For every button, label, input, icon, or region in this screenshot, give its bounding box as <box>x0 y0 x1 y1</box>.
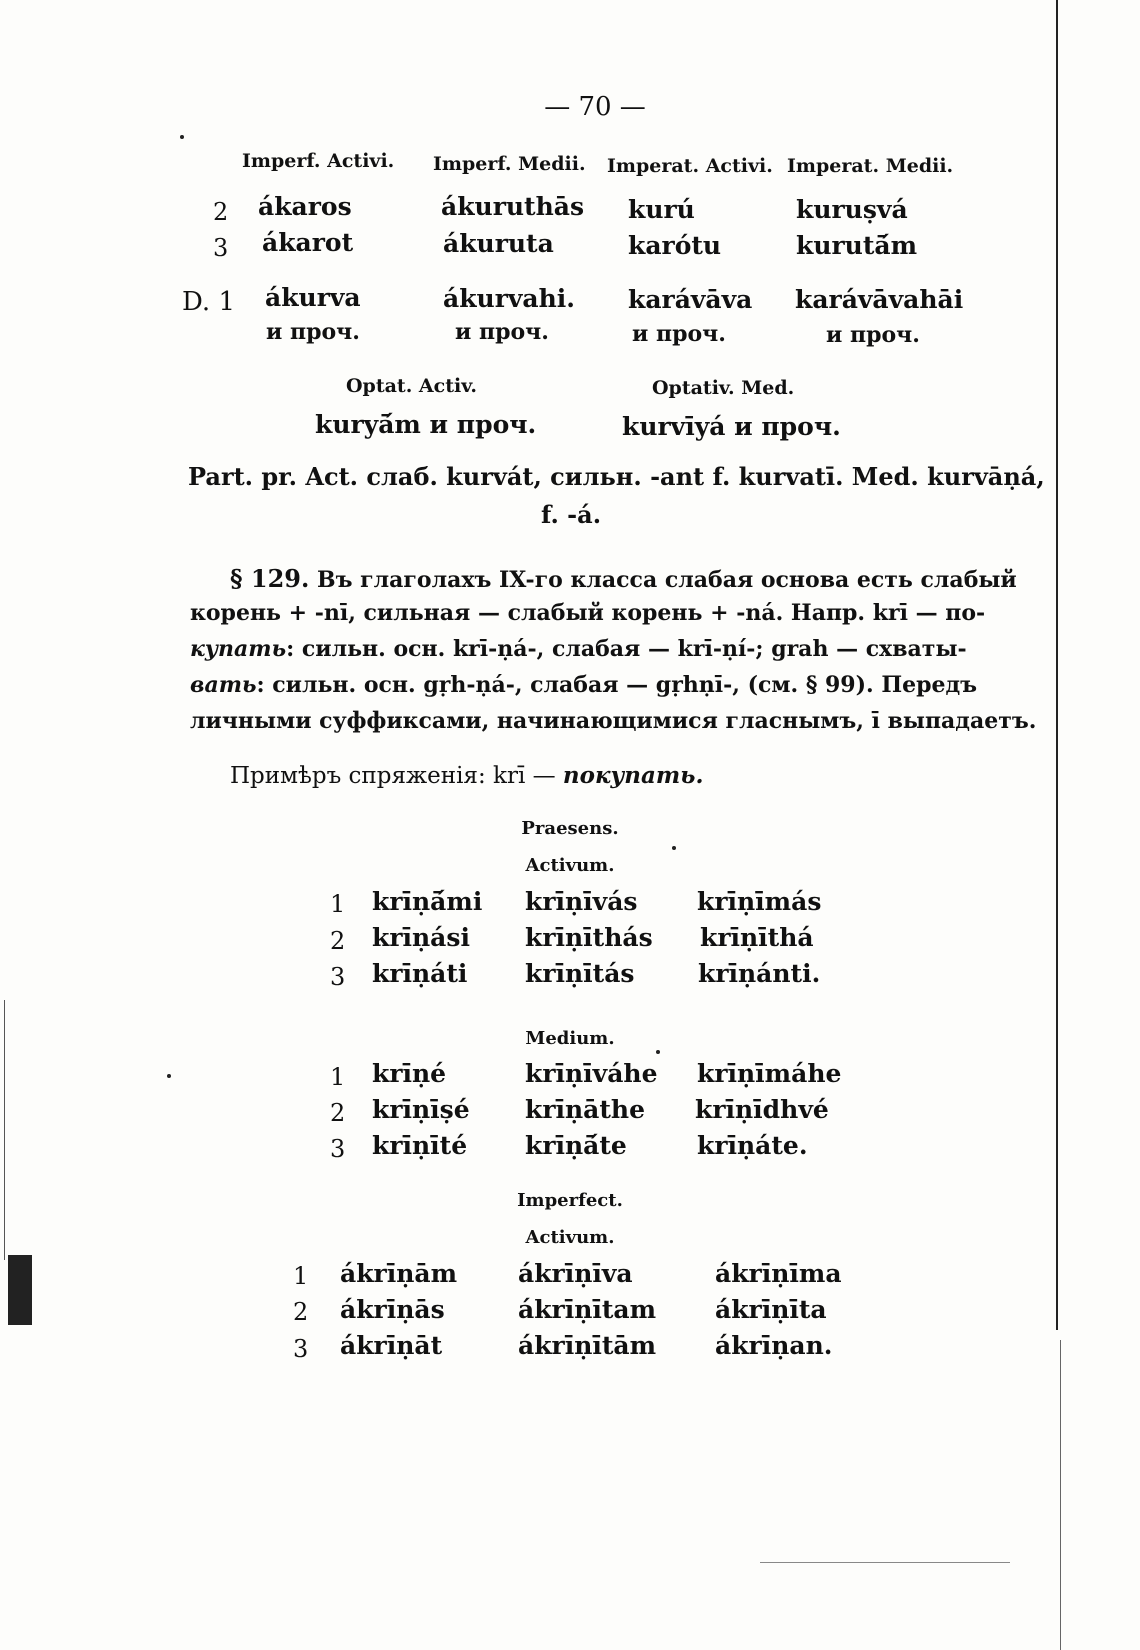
header-imperat-medii: Imperat. Medii. <box>787 155 954 177</box>
form-cell: krīṇīté <box>372 1131 468 1160</box>
section-129-line-5: личными суффиксами, начинающимися гласнымъ, ī выпадаетъ. <box>190 708 1037 734</box>
form-cell: ákrīṇīta <box>715 1295 827 1324</box>
form-cell: krīṇīthás <box>525 923 653 952</box>
form-cell: krīṇīmás <box>697 887 822 916</box>
row-label: D. 1 <box>182 287 235 317</box>
row-label: 2 <box>213 198 229 226</box>
section-129-line-1: § 129. Въ глаголахъ IX-го класса слабая основа есть слабый <box>230 564 1017 593</box>
etc-text: и проч. <box>632 321 726 347</box>
etc-text: и проч. <box>826 322 920 348</box>
form-cell: krīṇīṣé <box>372 1095 470 1124</box>
optat-activ-label: Optat. Activ. <box>346 375 477 397</box>
section-mark: § 129. <box>230 564 310 593</box>
form-cell: ákrīṇītām <box>518 1331 657 1360</box>
form-cell: ákrīṇītam <box>518 1295 657 1324</box>
form-cell: ákrīṇāt <box>340 1331 443 1360</box>
form-cell: krīṇā́te <box>525 1131 627 1160</box>
person-number: 1 <box>330 890 346 918</box>
etc-text: и проч. <box>455 319 549 345</box>
form-cell: ákaros <box>258 192 352 221</box>
person-number: 3 <box>293 1335 309 1363</box>
form-cell: ákurva <box>265 283 361 312</box>
form-cell: kuruṣvá <box>796 195 908 224</box>
form-cell: ákrīṇām <box>340 1259 458 1288</box>
form-cell: ákrīṇīma <box>715 1259 842 1288</box>
form-cell: krīṇīmáhe <box>697 1059 842 1088</box>
row-label: 3 <box>213 234 229 262</box>
optat-med-label: Optativ. Med. <box>652 377 795 399</box>
form-cell: karávāva <box>628 285 753 314</box>
form-cell: krīṇánti. <box>698 959 821 988</box>
imperfect-title: Imperfect. <box>517 1190 623 1211</box>
praesens-activum-title: Activum. <box>525 855 615 876</box>
header-imperat-activi: Imperat. Activi. <box>607 155 773 177</box>
scan-edge-right-lower <box>1060 1340 1061 1650</box>
praesens-medium-title: Medium. <box>525 1028 615 1049</box>
header-imperf-medii: Imperf. Medii. <box>433 153 586 175</box>
form-cell: krīṇīváhe <box>525 1059 658 1088</box>
example-line: Примѣръ спряженія: krī — покупать. <box>230 762 704 789</box>
form-cell: karávāvahāi <box>795 285 964 314</box>
section-129-line-4: вать: сильн. осн. gṛh-ṇá-, слабая — gṛhṇī-, (см. § 99). Передъ <box>190 672 978 698</box>
form-cell: ákurvahi. <box>443 284 575 313</box>
etc-text: и проч. <box>266 319 360 345</box>
person-number: 3 <box>330 1135 346 1163</box>
optat-med-form: kurvīyá и проч. <box>622 412 841 441</box>
form-cell: karótu <box>628 231 722 260</box>
form-cell: ákrīṇan. <box>715 1331 833 1360</box>
scan-dot <box>167 1074 171 1078</box>
form-cell: krīṇītás <box>525 959 635 988</box>
form-cell: krīṇáte. <box>697 1131 808 1160</box>
form-cell: ákrīṇās <box>340 1295 445 1324</box>
form-cell: ákuruthās <box>441 192 585 221</box>
form-cell: kurú <box>628 195 695 224</box>
form-cell: krīṇé <box>372 1059 447 1088</box>
form-cell: krīṇáti <box>372 959 468 988</box>
form-cell: ákrīṇīva <box>518 1259 633 1288</box>
form-cell: krīṇīdhvé <box>695 1095 829 1124</box>
person-number: 1 <box>330 1063 346 1091</box>
person-number: 2 <box>330 927 346 955</box>
form-cell: krīṇīvás <box>525 887 638 916</box>
form-cell: krīṇīthá <box>700 923 814 952</box>
person-number: 3 <box>330 963 346 991</box>
scan-dot <box>656 1050 660 1054</box>
header-imperf-activi: Imperf. Activi. <box>242 150 395 172</box>
person-number: 2 <box>293 1298 309 1326</box>
form-cell: ákuruta <box>443 229 554 258</box>
form-cell: krīṇā́mi <box>372 887 483 916</box>
optat-activ-form: kuryā́m и проч. <box>315 410 537 439</box>
scan-edge-left <box>4 1000 5 1260</box>
section-129-line-3: купать: сильн. осн. krī-ṇá-, слабая — krī-ṇí-; grah — схваты- <box>190 636 967 662</box>
form-cell: krīṇási <box>372 923 470 952</box>
scan-dot <box>180 135 184 139</box>
scan-edge-bottom <box>760 1562 1010 1563</box>
imperfect-activum-title: Activum. <box>525 1227 615 1248</box>
section-129-line-2: корень + -nī, сильная — слабый корень + -ná. Напр. krī — по- <box>190 600 986 626</box>
person-number: 1 <box>293 1262 309 1290</box>
scan-dot <box>672 846 676 850</box>
person-number: 2 <box>330 1099 346 1127</box>
praesens-title: Praesens. <box>521 818 619 839</box>
scan-edge-left-block <box>8 1255 32 1325</box>
form-cell: kurutā́m <box>796 231 918 260</box>
participle-line-2: f. -á. <box>541 500 602 529</box>
scan-edge-right <box>1056 0 1058 1330</box>
form-cell: krīṇāthe <box>525 1095 645 1124</box>
participle-line-1: Part. pr. Act. слаб. kurvát, сильн. -ant f. kurvatī. Med. kurvāṇá, <box>188 462 1045 491</box>
form-cell: ákarot <box>262 228 354 257</box>
page-number: — 70 — <box>544 92 646 122</box>
